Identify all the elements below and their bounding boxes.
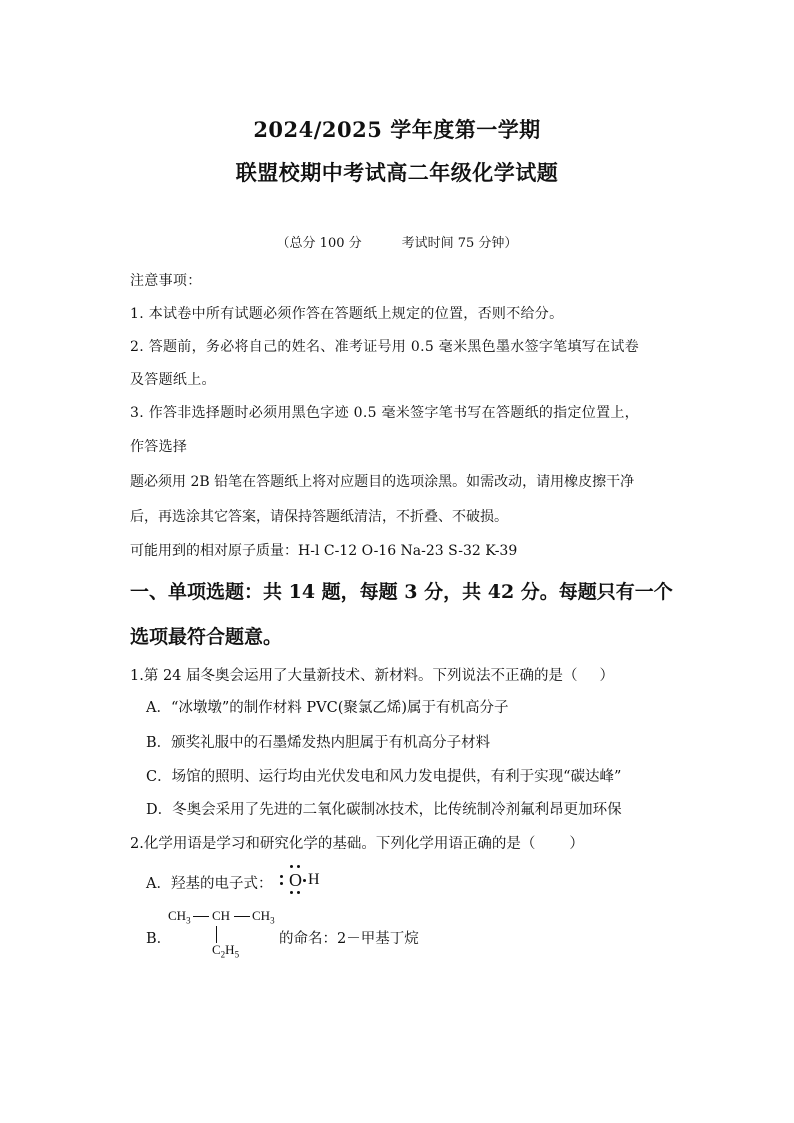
note-item-3-line1: 3. 作答非选择题时必须用黑色字迹 0.5 毫米签字笔书写在答题纸的指定位置上， [130,405,639,421]
question-2-text: 2.化学用语是学习和研究化学的基础。下列化学用语正确的是（ [130,836,536,852]
question-2-stem [130,832,584,853]
question-2-option-a-label: A．羟基的电子式： [146,876,273,892]
question-1-option-a: A．“冰墩墩”的制作材料 PVC(聚氯乙烯)属于有机高分子 [146,700,509,716]
c2h5-c: C [212,942,221,957]
electron-dot [297,865,300,868]
c2h5-c-subscript: 2 [220,949,226,960]
ch-center: CH [212,908,231,923]
question-1-close-paren: ） [599,668,615,684]
hydroxyl-electron-dot-formula [278,862,338,896]
question-2-option-b-label: B． [146,931,172,947]
bond-line [234,916,250,917]
electron-dot [297,891,300,894]
question-2-option-b-text: 的命名：2－甲基丁烷 [279,931,419,947]
electron-dot [280,882,283,885]
total-score: （总分 100 分 [276,236,362,251]
note-item-2-line1: 2. 答题前，务必将自己的姓名、准考证号用 0.5 毫米黑色墨水签字笔填写在试卷 [130,339,639,355]
hydrogen-symbol: H [308,871,320,888]
note-item-3-line2: 作答选择 [130,439,188,455]
ch3-right-subscript: 3 [270,915,275,926]
note-item-3-line3: 题必须用 2B 铅笔在答题纸上将对应题目的选项涂黑。如需改动，请用橡皮擦干净 [130,474,635,490]
section1-heading-line1: 一、单项选题：共 14 题，每题 3 分，共 42 分。每题只有一个 [130,581,673,603]
question-1-option-b: B．颁奖礼服中的石墨烯发热内胆属于有机高分子材料 [146,735,491,751]
note-item-2-line2: 及答题纸上。 [130,372,216,388]
c2h5-h-subscript: 5 [234,949,240,960]
ch3-right-symbol: CH [252,908,271,923]
notes-heading: 注意事项： [130,273,202,289]
question-1-option-c: C．场馆的照明、运行均由光伏发电和风力发电提供，有利于实现“碳达峰” [146,769,622,785]
electron-dot [303,879,306,882]
question-1-stem [130,664,614,685]
exam-title-line1: 2024/2025 学年度第一学期 [253,117,541,142]
ch3-right [252,908,275,926]
score-time-line [0,232,794,251]
section1-heading-line2: 选项最符合题意。 [130,626,283,648]
ch3-left-symbol: CH [168,908,187,923]
question-1-option-d: D．冬奥会采用了先进的二氧化碳制冰技术，比传统制冷剂氟利昂更加环保 [146,802,622,818]
electron-dot [290,891,293,894]
question-1-text: 1.第 24 届冬奥会运用了大量新技术、新材料。下列说法不正确的是（ [130,668,578,684]
electron-dot [290,865,293,868]
ch3-left-subscript: 3 [186,915,191,926]
note-item-3-line4: 后，再选涂其它答案，请保持答题纸清洁，不折叠、不破损。 [130,509,508,525]
c2h5-group [212,942,239,960]
ch3-left [168,908,191,926]
bond-line-vertical [216,926,217,943]
c2h5-h: H [225,942,235,957]
structural-formula [168,906,288,962]
note-item-1: 1. 本试卷中所有试题必须作答在答题纸上规定的位置，否则不给分。 [130,306,564,322]
exam-title-line2: 联盟校期中考试高二年级化学试题 [235,160,559,185]
atomic-masses: 可能用到的相对原子质量：H-l C-12 O-16 Na-23 S-32 K-39 [130,543,518,559]
bond-line [193,916,209,917]
oxygen-symbol: O [289,870,302,890]
question-2-close-paren: ） [569,836,584,852]
electron-dot [280,875,283,878]
exam-time: 考试时间 75 分钟） [401,236,518,251]
